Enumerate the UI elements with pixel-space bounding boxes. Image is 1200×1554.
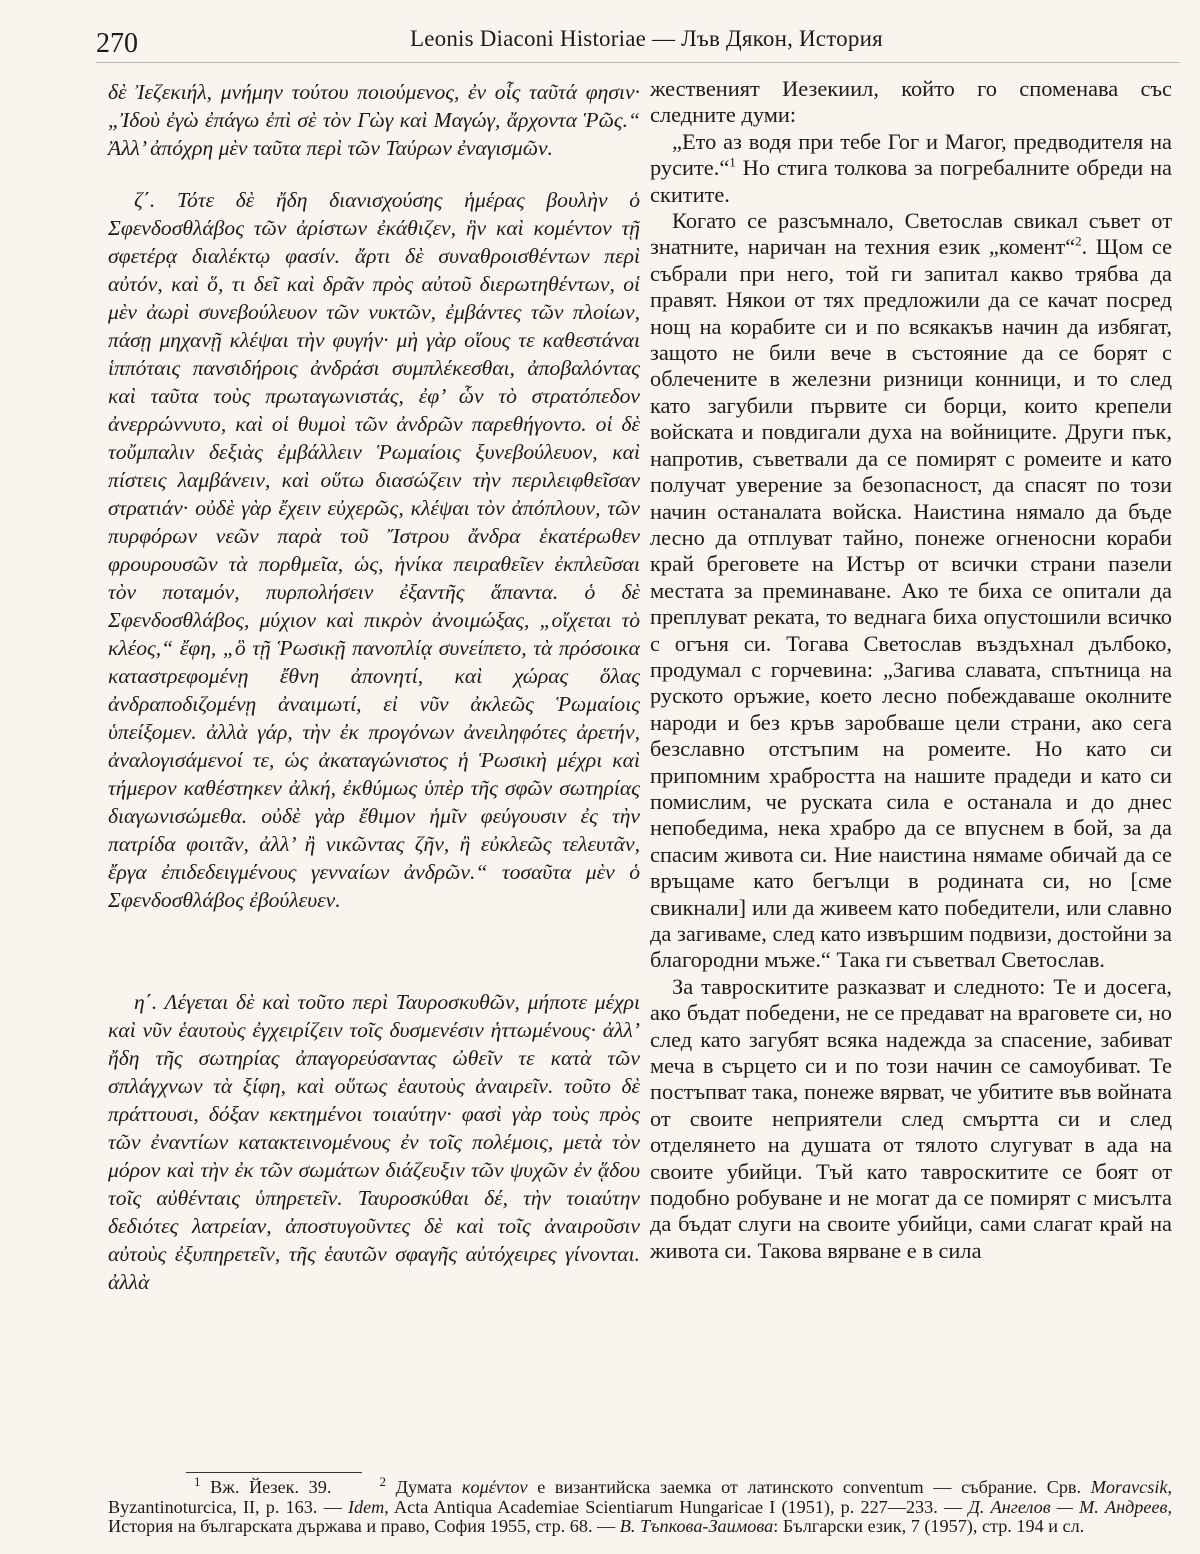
footnote-2-text: е византийска заемка от латинското conventum — събрание. Срв. [527, 1477, 1091, 1497]
footnote-2-text: , Byzantinoturcica, II, p. 163. — [108, 1477, 1172, 1517]
footnote-author: Д. Ангелов — М. Андреев [968, 1496, 1168, 1517]
footnote-rule [186, 1472, 362, 1473]
greek-text-column [108, 78, 640, 1294]
footnote-1-text: Вж. Йезек. 39. [200, 1477, 332, 1497]
footnote-ref-2: 2 [1075, 233, 1082, 249]
footnote-author: Moravcsik [1090, 1477, 1168, 1497]
paragraph-text: Но стига толкова за погребалните обреди на скитите. [650, 155, 1172, 207]
footnote-2-text: , История на българската държава и право, София 1955, стр. 68. — [108, 1496, 1172, 1536]
footnote-2-text: Думата [386, 1477, 462, 1497]
paragraph-text: . Щом се събрали при него, той ги запитал какво трябва да правят. Някои от тях предложили да се качат посред нощ на корабите си и по всякакъв начин да избягат, защото не били вече в състояние да се борят с облечените в железни ризници конници, и то след като загубили първите си борци, които крепели войската и повдигали духа на войниците. Други пък, напротив, съветвали да се помирят с ромеите и като получат уверение за безопасност, да спасят по този начин останалата войска. Наистина нямало да бъде лесно да отплуват тайно, понеже огненосни кораби край бреговете на Истър от всички страни пазели местата за преминаване. Ако те биха се опитали да преплуват реката, то веднага биха опустошили всичко с огъня си. Тогава Светослав въздъхнал дълбоко, продумал с горчевина: „Загива славата, спътница на руското оръжие, което лесно побеждаваше околните народи и без кръв заробваше цели страни, ако сега безславно отстъпим на ромеите. Но като си припомним храбростта на нашите прадеди и като си помислим, че руската сила е останала и до днес непобедима, нека храбро да се впуснем в бой, за да спасим живота си. Ние наистина нямаме обичай да се връщаме като бегълци в родината си, но [сме свикнали] или да живеем като победители, или славно да загиваме, след като извършим подвизи, достойни за благородни мъже.“ Така ги съветвал Светослав. [650, 234, 1173, 973]
footnote-mark-2: 2 [379, 1473, 387, 1489]
footnote-author: В. Тъпкова-Заимова [619, 1516, 774, 1536]
bulgarian-paragraph-2 [650, 129, 1172, 208]
footnote-ref-1: 1 [729, 154, 736, 170]
footnote-idem: Idem [347, 1496, 385, 1517]
footnote-mark-1: 1 [194, 1473, 201, 1489]
footnote-2-text: , Acta Antiqua Academiae Scientiarum Hungaricae I (1951), p. 227—233. — [384, 1496, 969, 1517]
bulgarian-text-column [650, 76, 1172, 1264]
bulgarian-paragraph-3 [650, 208, 1172, 974]
paragraph-text: Когато се разсъмнало, Светослав свикал съвет от знатните, наричан на техния език „комент“ [650, 208, 1172, 260]
footnote-2-text: : Български език, 7 (1957), стр. 194 и сл. [773, 1516, 1085, 1536]
bulgarian-paragraph-4: За тавроскитите разказват и следното: Те и досега, ако бъдат победени, не се предават на враговете си, но след като загубят всяка надежда за спасение, забиват меча в сърцето си и по този начин се самоубиват. Те постъпват така, понеже вярват, че убитите във войната от своите неприятели след смъртта си и след отделянето на душата от тялото слугуват в ада на своите убийци. Тъй като тавроскитите се боят от подобно робуване и не могат да се помирят с мисълта да бъдат слуги на своите убийци, сами слагат край на живота си. Такова вярване е в сила [650, 973, 1172, 1263]
footnote-greek-word: κομέντον [461, 1477, 528, 1497]
footnotes [108, 1473, 1172, 1537]
page-number: 270 [96, 28, 138, 59]
running-title: Leonis Diaconi Historiae — Лъв Дякон, История [410, 26, 883, 51]
greek-paragraph-3: η΄. Λέγεται δὲ καὶ τοῦτο περὶ Ταυροσκυθῶν, μήποτε μέχρι καὶ νῦν ἑαυτοὺς ἐγχειρίζειν τοῖς δυσμενέσιν ἡττωμένους· ἀλλ’ ἤδη τῆς σωτηρίας ἀπαγορεύσαντας ὠθεῖν τε κατὰ τῶν σπλάγχνων τὰ ξίφη, καὶ οὕτως ἑαυτοὺς ἀναιρεῖν. τοῦτο δὲ πράττουσι, δόξαν κεκτημένοι τοιαύτην· φασὶ γὰρ τοὺς πρὸς τῶν ἐναντίων κατακτεινομένους ἐν τοῖς πολέμοις, μετὰ τὸν μόρον καὶ τὴν ἐκ τῶν σωμάτων διάζευξιν τῶν ψυχῶν ἐν ᾅδου τοῖς αὐθένταις ὑπηρετεῖν. Ταυροσκύθαι δέ, τὴν τοιαύτην δεδιότες λατρείαν, ἀποστυγοῦντες δὲ καὶ τοῖς ἀναιροῦσιν αὐτοὺς ἐξυπηρετεῖν, τῆς ἑαυτῶν σφαγῆς αὐτόχειρες γίνονται. ἀλλὰ [108, 990, 640, 1294]
greek-paragraph-2: ζ΄. Τότε δὲ ἤδη διανισχούσης ἡμέρας βουλὴν ὁ Σφενδοσθλάβος τῶν ἀρίστων ἐκάθιζεν, ἣν καὶ κομέντον τῇ σφετέρᾳ διαλέκτῳ φασίν. ἄρτι δὲ συναθροισθέντων περὶ αὐτόν, καὶ ὅ, τι δεῖ καὶ δρᾶν πρὸς αὐτοῦ διερωτηθέντων, οἱ μὲν ἀωρὶ συνεβούλευον τῶν νυκτῶν, ἐμβάντες τῶν πλοίων, πάσῃ μηχανῇ κλέψαι τὴν φυγήν· μὴ γὰρ οἵους τε καθεστάναι ἱππόταις πανσιδήροις ἀνδράσι συμπλέκεσθαι, ἀποβαλόντας καὶ ταῦτα τοὺς πρωταγωνιστάς, ἐφ’ ὧν τὸ στρατόπεδον ἀνερρώννυτο, καὶ οἱ θυμοὶ τῶν ἀνδρῶν παρεθήγοντο. οἱ δὲ τοὔμπαλιν δεξιὰς ἐμβάλλειν Ῥωμαίοις ξυνεβούλευον, καὶ πίστεις λαμβάνειν, καὶ οὕτω διασώζειν τὴν περιλειφθεῖσαν στρατιάν· οὐδὲ γὰρ ἔχειν εὐχερῶς, κλέψαι τὸν ἀπόπλουν, τῶν πυρφόρων νεῶν παρὰ τοῦ Ἴστρου ἄνδρα ἑκατέρωθεν φρουρουσῶν τὰ πορθμεῖα, ὡς, ἡνίκα πειραθεῖεν ἐκπλεῦσαι τὸν ποταμόν, πυρπολήσειν ἐξαντῆς ἅπαντα. ὁ δὲ Σφενδοσθλάβος, μύχιον καὶ πικρὸν ἀνοιμώξας, „οἴχεται τὸ κλέος,“ ἔφη, „ὃ τῇ Ῥωσικῇ πανοπλίᾳ συνείπετο, τὰ πρόσοικα καταστρεφομένῃ ἔθνη ἀπονητί, καὶ χώρας ὅλας ἀνδραποδιζομένῃ ἀναιμωτί, εἰ νῦν ἀκλεῶς Ῥωμαίοις ὑπείξομεν. ἀλλὰ γάρ, τὴν ἐκ προγόνων ἀνειληφότες ἀρετήν, ἀναλογισάμενοί τε, ὡς ἀκαταγώνιστος ἡ Ῥωσικὴ μέχρι καὶ τήμερον καθέστηκεν ἀλκή, ἐκθύμως ὑπὲρ τῆς σφῶν σωτηρίας διαγωνισώμεθα. οὐδὲ γὰρ ἔθιμον ἡμῖν φεύγουσιν ἐς τὴν πατρίδα φοιτᾶν, ἀλλ’ ἢ νικῶντας ζῆν, ἢ εὐκλεῶς τελευτᾶν, ἔργα ἐπιδεδειγμένους γενναίων ἀνδρῶν.“ τοσαῦτα μὲν ὁ Σφενδοσθλάβος ἐβούλευεν. [108, 188, 640, 912]
bulgarian-paragraph-1: жественият Иезекиил, който го споменава със следните думи: [650, 76, 1172, 128]
header-rule [96, 62, 1180, 63]
greek-paragraph-1: δὲ Ἰεζεκιήλ, μνήμην τούτου ποιούμενος, ἐν οἷς ταῦτά φησιν· „Ἰδοὺ ἐγὼ ἐπάγω ἐπὶ σὲ τὸν Γὼγ καὶ Μαγώγ, ἄρχοντα Ῥῶς.“ Ἀλλ’ ἀπόχρη μὲν ταῦτα περὶ τῶν Ταύρων ἐναγισμῶν. [108, 80, 640, 160]
quote-text: „Ето аз водя при тебе Гог и Магог, предводителя на русите.“ [650, 128, 1172, 181]
